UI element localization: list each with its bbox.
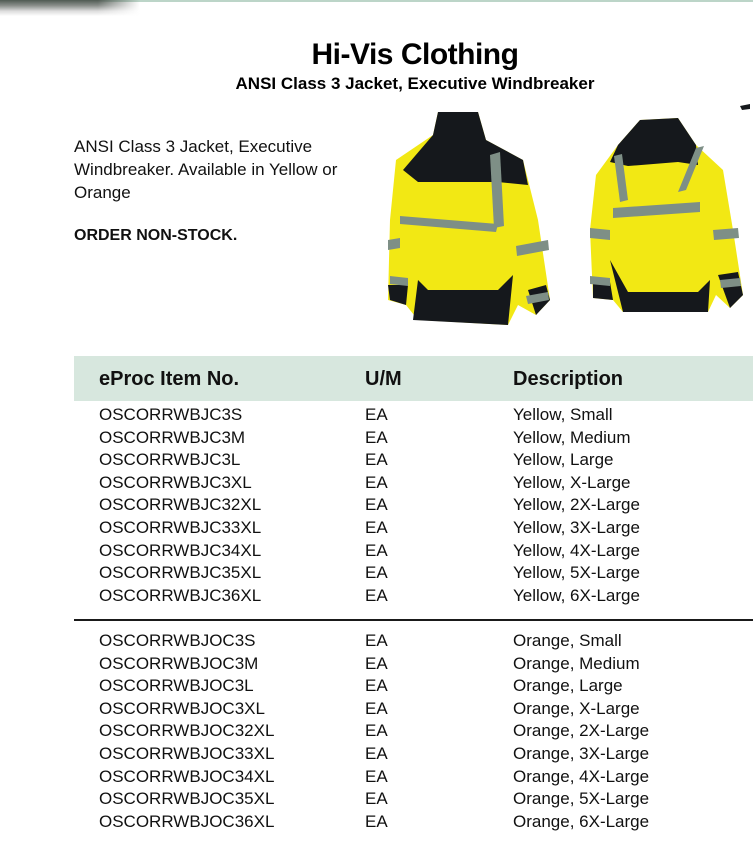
unit-of-measure: EA	[365, 540, 388, 560]
column-header-description: Description	[513, 368, 624, 390]
table-row	[74, 494, 753, 517]
item-description: Orange, Medium	[513, 653, 640, 673]
unit-of-measure: EA	[365, 450, 388, 470]
table-row	[74, 404, 753, 427]
table-row	[74, 653, 753, 676]
unit-of-measure: EA	[365, 811, 388, 831]
item-number: OSCORRWBJOC34XL	[99, 766, 275, 786]
item-description: Yellow, Medium	[513, 427, 631, 447]
page-title: Hi-Vis Clothing	[311, 38, 519, 71]
unit-of-measure: EA	[365, 405, 388, 424]
item-description: Orange, 2X-Large	[513, 721, 650, 741]
item-number: OSCORRWBJOC36XL	[99, 811, 275, 831]
item-description: Orange, 5X-Large	[513, 789, 650, 809]
table-row	[74, 472, 753, 495]
item-description: Yellow, 6X-Large	[513, 585, 640, 605]
item-description: Orange, 3X-Large	[513, 743, 650, 763]
item-number: OSCORRWBJC3M	[99, 427, 246, 447]
item-description: Orange, 6X-Large	[513, 811, 650, 831]
item-description: Yellow, Small	[513, 405, 613, 424]
unit-of-measure: EA	[365, 495, 388, 515]
unit-of-measure: EA	[365, 427, 388, 447]
unit-of-measure: EA	[365, 698, 388, 718]
table-row	[74, 811, 753, 834]
table-row	[74, 766, 753, 789]
table-row	[74, 720, 753, 743]
item-number: OSCORRWBJC3L	[99, 450, 241, 470]
item-description: Yellow, 4X-Large	[513, 540, 640, 560]
item-number: OSCORRWBJC32XL	[99, 495, 262, 515]
item-description: Yellow, Large	[513, 450, 614, 470]
unit-of-measure: EA	[365, 676, 388, 696]
item-number: OSCORRWBJOC3L	[99, 676, 254, 696]
product-description: ANSI Class 3 Jacket, Executive Windbreaker. Available in Yellow or Orange	[74, 137, 338, 202]
item-number: OSCORRWBJC36XL	[99, 585, 262, 605]
column-header-item-no: eProc Item No.	[99, 368, 240, 390]
item-number: OSCORRWBJOC32XL	[99, 721, 275, 741]
table-row	[74, 517, 753, 540]
item-number: OSCORRWBJC34XL	[99, 540, 262, 560]
group-divider	[74, 619, 753, 621]
table-row	[74, 585, 753, 608]
table-row	[74, 630, 753, 653]
unit-of-measure: EA	[365, 585, 388, 605]
jacket-front-view	[388, 112, 550, 325]
item-description: Yellow, 2X-Large	[513, 495, 640, 515]
column-header-um: U/M	[365, 368, 402, 390]
item-number: OSCORRWBJOC3S	[99, 631, 256, 650]
table-row	[74, 427, 753, 450]
orange-items-group	[74, 630, 753, 833]
item-description: Orange, X-Large	[513, 698, 640, 718]
item-number: OSCORRWBJOC33XL	[99, 743, 275, 763]
table-row	[74, 540, 753, 563]
yellow-items-group	[74, 404, 753, 607]
order-notice: ORDER NON-STOCK.	[74, 227, 238, 244]
item-number: OSCORRWBJOC35XL	[99, 789, 275, 809]
jacket-back-view	[590, 104, 750, 312]
item-description: Yellow, 5X-Large	[513, 563, 640, 583]
item-number: OSCORRWBJC35XL	[99, 563, 262, 583]
item-number: OSCORRWBJOC3XL	[99, 698, 265, 718]
unit-of-measure: EA	[365, 653, 388, 673]
item-number: OSCORRWBJC3XL	[99, 472, 252, 492]
item-number: OSCORRWBJC3S	[99, 405, 243, 424]
table-row	[74, 743, 753, 766]
table-row	[74, 449, 753, 472]
table-row	[74, 698, 753, 721]
item-description: Orange, Large	[513, 676, 623, 696]
item-description: Orange, 4X-Large	[513, 766, 650, 786]
table-row	[74, 562, 753, 585]
item-description: Yellow, X-Large	[513, 472, 631, 492]
item-description: Yellow, 3X-Large	[513, 517, 640, 537]
unit-of-measure: EA	[365, 721, 388, 741]
unit-of-measure: EA	[365, 789, 388, 809]
table-header	[74, 356, 753, 401]
table-row	[74, 675, 753, 698]
table-row	[74, 788, 753, 811]
unit-of-measure: EA	[365, 517, 388, 537]
unit-of-measure: EA	[365, 472, 388, 492]
unit-of-measure: EA	[365, 766, 388, 786]
page-subtitle: ANSI Class 3 Jacket, Executive Windbreaker	[235, 74, 595, 93]
item-number: OSCORRWBJC33XL	[99, 517, 262, 537]
item-description: Orange, Small	[513, 631, 622, 650]
top-shadow-decoration	[0, 0, 140, 16]
unit-of-measure: EA	[365, 563, 388, 583]
unit-of-measure: EA	[365, 743, 388, 763]
jacket-photo	[378, 100, 753, 335]
unit-of-measure: EA	[365, 631, 388, 650]
item-number: OSCORRWBJOC3M	[99, 653, 259, 673]
